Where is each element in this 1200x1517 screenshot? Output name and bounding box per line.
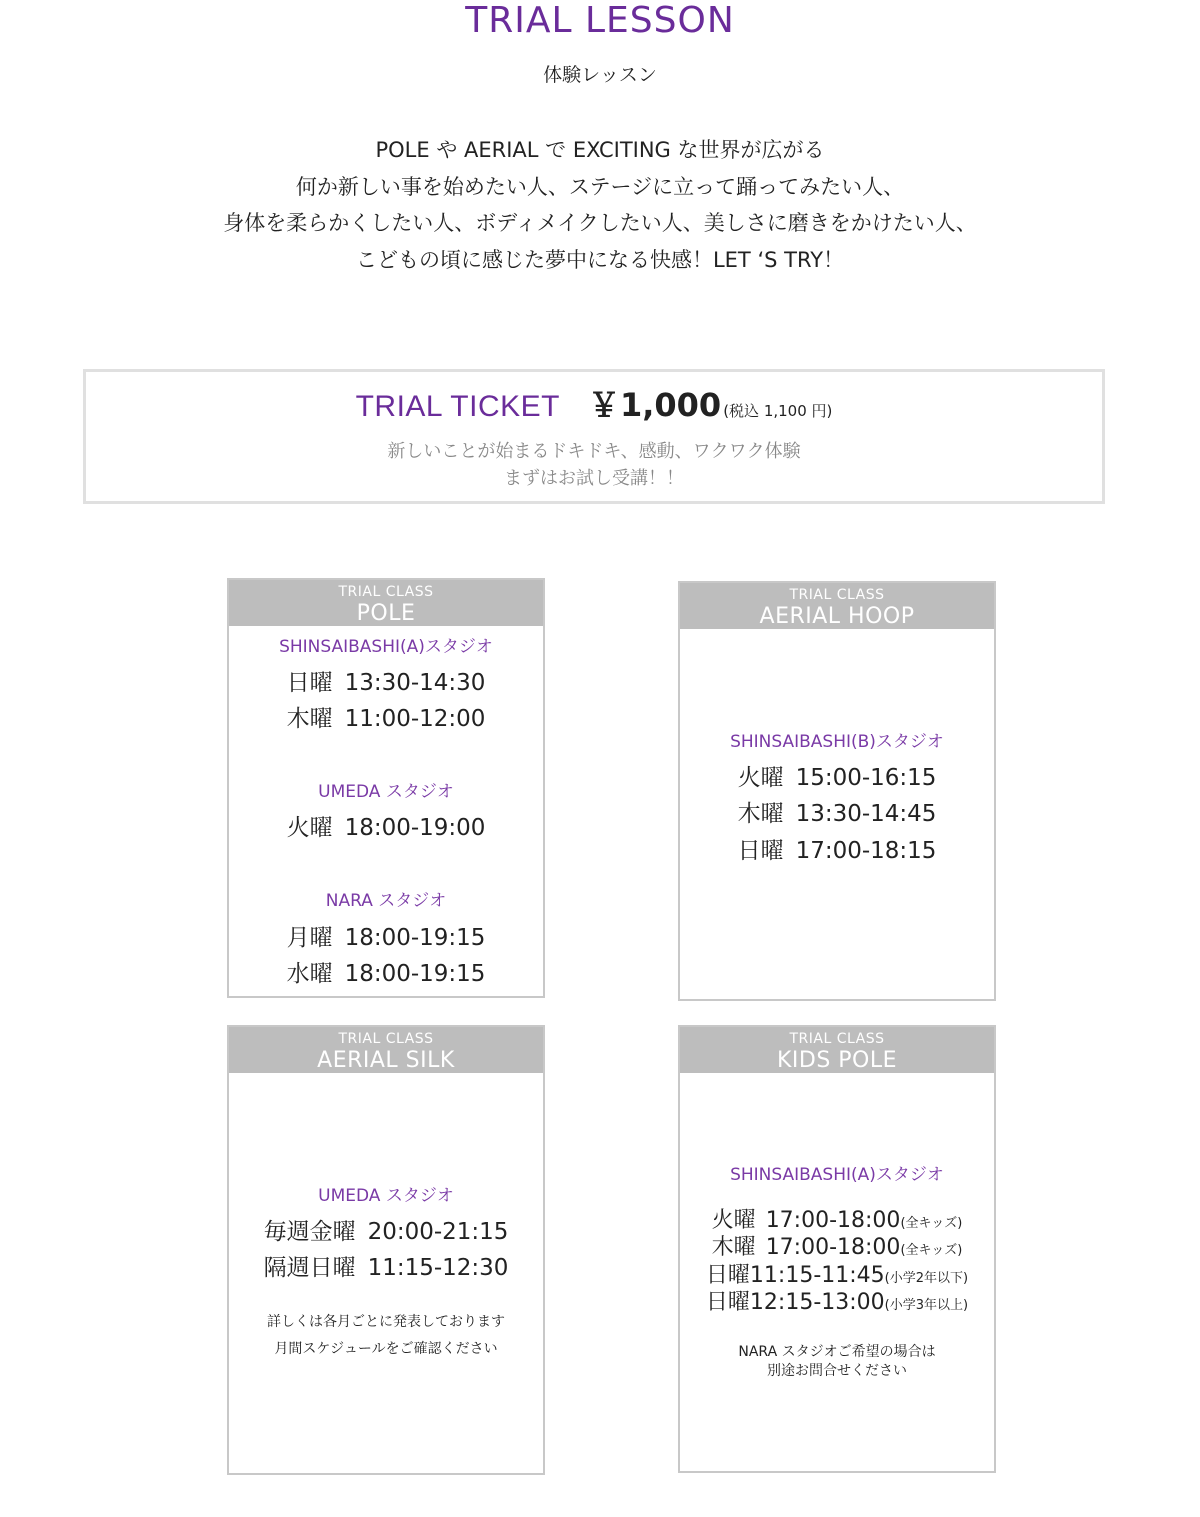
ticket-price: ￥1,000 — [587, 386, 722, 424]
slot-time: 17:00-18:00 — [765, 1235, 901, 1260]
intro-line: 何か新しい事を始めたい人、ステージに立って踊ってみたい人、 — [295, 174, 905, 199]
card-aerial-silk — [227, 1025, 545, 1475]
card-kids-pole — [678, 1025, 996, 1473]
slot-day: 日曜 — [705, 1263, 750, 1288]
ticket-tax-note: (税込 1,100 円) — [723, 402, 833, 420]
card-pole — [227, 578, 545, 998]
slot-day: 火曜 — [737, 765, 784, 791]
card-header — [229, 580, 543, 626]
slot-time: 13:30-14:45 — [795, 801, 937, 827]
schedule-slot — [680, 763, 994, 793]
slot-day: 木曜 — [286, 706, 333, 732]
slot-day: 隔週日曜 — [263, 1255, 356, 1281]
intro-line: POLE や AERIAL で EXCITING な世界が広がる — [375, 138, 825, 162]
note-line: 月間スケジュールをご確認ください — [274, 1341, 498, 1357]
slot-time: 20:00-21:15 — [367, 1219, 509, 1245]
slot-day: 火曜 — [711, 1208, 756, 1233]
schedule-slot — [229, 959, 543, 989]
schedule-slot — [229, 668, 543, 698]
slot-day: 日曜 — [737, 838, 784, 864]
schedule-slot — [680, 836, 994, 866]
schedule-slot — [229, 1253, 543, 1283]
schedule-note — [229, 1309, 543, 1363]
schedule-slot — [680, 799, 994, 829]
studio-name: SHINSAIBASHI(B)スタジオ — [730, 732, 944, 752]
slot-note: (小学3年以上) — [884, 1298, 969, 1313]
page-subtitle: 体験レッスン — [543, 64, 657, 86]
card-eyebrow: TRIAL CLASS — [338, 1031, 434, 1047]
note-line: 詳しくは各月ごとに発表しております — [267, 1314, 505, 1330]
card-title: POLE — [356, 601, 416, 626]
studio-name: SHINSAIBASHI(A)スタジオ — [730, 1165, 944, 1185]
slot-time: 13:30-14:30 — [344, 670, 486, 696]
card-header — [680, 1027, 994, 1073]
schedule-slot — [229, 813, 543, 843]
card-title: AERIAL HOOP — [759, 604, 915, 629]
card-title: AERIAL SILK — [317, 1048, 455, 1073]
page-title: TRIAL LESSON — [465, 0, 735, 41]
slot-note: (全キッズ) — [900, 1243, 963, 1258]
card-eyebrow: TRIAL CLASS — [338, 584, 434, 600]
intro-line: 身体を柔らかくしたい人、ボディメイクしたい人、美しさに磨きをかけたい人、 — [223, 211, 977, 235]
slot-day: 火曜 — [286, 815, 333, 841]
card-title: KIDS POLE — [776, 1048, 898, 1073]
slot-day: 木曜 — [711, 1235, 756, 1260]
slot-time: 11:00-12:00 — [344, 706, 486, 732]
slot-day: 日曜 — [705, 1290, 750, 1315]
ticket-desc-line: まずはお試し受講！！ — [504, 468, 684, 489]
slot-time: 18:00-19:15 — [344, 961, 486, 987]
slot-time: 15:00-16:15 — [795, 765, 937, 791]
ticket-price-row — [86, 380, 1102, 424]
slot-day: 日曜 — [286, 670, 333, 696]
studio-name: NARA スタジオ — [325, 891, 447, 911]
slot-note: (小学2年以下) — [884, 1271, 969, 1286]
slot-time: 11:15-11:45 — [749, 1263, 885, 1288]
intro-text — [0, 132, 1200, 278]
schedule-slot — [680, 1289, 994, 1320]
schedule-slot — [229, 704, 543, 734]
schedule-note — [680, 1343, 994, 1381]
trial-ticket-box — [83, 369, 1105, 504]
note-line: NARA スタジオご希望の場合は — [738, 1344, 936, 1360]
studio-name: UMEDA スタジオ — [318, 782, 454, 802]
schedule-slot — [229, 923, 543, 953]
card-eyebrow: TRIAL CLASS — [789, 1031, 885, 1047]
card-header — [229, 1027, 543, 1073]
slot-note: (全キッズ) — [900, 1216, 963, 1231]
slot-day: 月曜 — [286, 925, 333, 951]
intro-line: こどもの頃に感じた夢中になる快感！LET ‘S TRY！ — [355, 247, 845, 272]
slot-day: 木曜 — [737, 801, 784, 827]
card-header — [680, 583, 994, 629]
slot-day: 水曜 — [286, 961, 333, 987]
slot-time: 12:15-13:00 — [749, 1290, 885, 1315]
schedule-slot — [229, 1217, 543, 1247]
card-eyebrow: TRIAL CLASS — [789, 587, 885, 603]
schedule-slot — [680, 1234, 994, 1265]
studio-name: SHINSAIBASHI(A)スタジオ — [279, 637, 493, 657]
ticket-description — [86, 438, 1102, 492]
slot-time: 18:00-19:15 — [344, 925, 486, 951]
slot-time: 18:00-19:00 — [344, 815, 486, 841]
slot-day: 毎週金曜 — [263, 1219, 356, 1245]
slot-time: 17:00-18:15 — [795, 838, 937, 864]
note-line: 別途お問合せください — [767, 1363, 907, 1379]
card-aerial-hoop — [678, 581, 996, 1001]
slot-time: 11:15-12:30 — [367, 1255, 509, 1281]
ticket-desc-line: 新しいことが始まるドキドキ、感動、ワクワク体験 — [387, 441, 801, 462]
slot-time: 17:00-18:00 — [765, 1208, 901, 1233]
ticket-label: TRIAL TICKET — [355, 390, 560, 423]
studio-name: UMEDA スタジオ — [318, 1186, 454, 1206]
